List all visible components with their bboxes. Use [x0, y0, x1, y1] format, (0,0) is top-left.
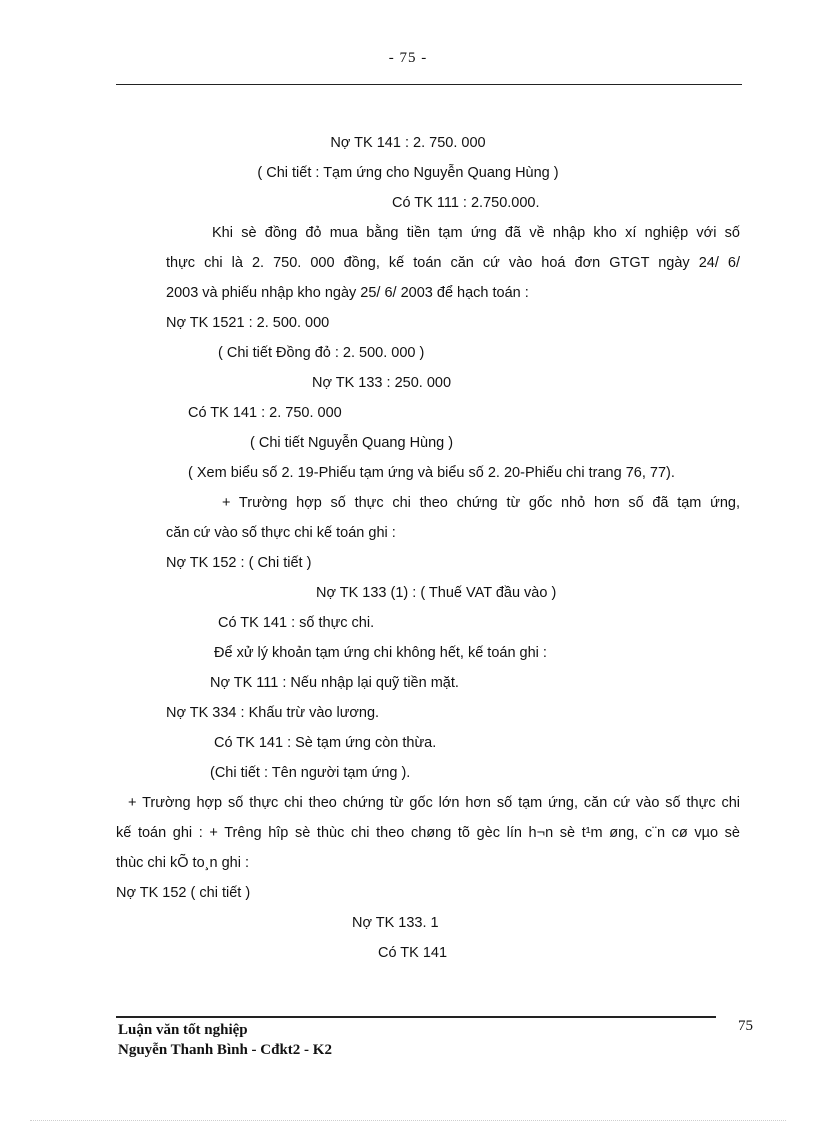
body-line: + Trường hợp số thực chi theo chứng từ gốc nhỏ hơn số đã tạm ứng, [222, 495, 740, 511]
body-line: + Trường hợp số thực chi theo chứng từ gốc lớn hơn số tạm ứng, căn cứ vào số thực chi [128, 795, 740, 811]
body-line: 2003 và phiếu nhập kho ngày 25/ 6/ 2003 để hạch toán : [166, 285, 529, 301]
footer-author: Nguyễn Thanh Bình - Cđkt2 - K2 [118, 1042, 332, 1058]
body-line: Nợ TK 152 : ( Chi tiết ) [166, 555, 312, 571]
page-bottom-edge [30, 1120, 786, 1121]
body-line: ( Chi tiết Nguyễn Quang Hùng ) [250, 435, 454, 451]
body-line: Để xử lý khoản tạm ứng chi không hết, kế toán ghi : [214, 645, 547, 661]
body-line: thùc chi kÕ to¸n ghi : [116, 855, 249, 871]
body-line: Có TK 141 : Sè tạm ứng còn thừa. [214, 735, 437, 751]
page-number-top: - 75 - [388, 50, 428, 66]
body-line: thực chi là 2. 750. 000 đồng, kế toán căn cứ vào hoá đơn GTGT ngày 24/ 6/ [166, 255, 740, 271]
body-line: Nợ TK 133. 1 [352, 915, 439, 931]
body-line: Nợ TK 133 : 250. 000 [312, 375, 452, 391]
body-line: Nợ TK 141 : 2. 750. 000 [330, 135, 486, 151]
footer-divider [116, 1016, 716, 1018]
body-line: ( Chi tiết Đồng đỏ : 2. 500. 000 ) [218, 345, 425, 361]
body-line: Có TK 111 : 2.750.000. [392, 195, 540, 211]
body-line: ( Chi tiết : Tạm ứng cho Nguyễn Quang Hùng ) [257, 165, 559, 181]
body-line: Khi sè đồng đỏ mua bằng tiền tạm ứng đã về nhập kho xí nghiệp với số [212, 225, 740, 241]
body-line: căn cứ vào số thực chi kế toán ghi : [166, 525, 396, 541]
footer-page-number: 75 [738, 1018, 753, 1034]
body-line: Nợ TK 133 (1) : ( Thuế VAT đầu vào ) [316, 585, 557, 601]
body-line: (Chi tiết : Tên người tạm ứng ). [210, 765, 411, 781]
body-line: kế toán ghi : + Trêng hîp sè thùc chi theo chøng tõ gèc lín h¬n sè t¹m øng, c¨n cø vµo sè [116, 825, 740, 841]
header-divider [116, 84, 742, 85]
body-line: Nợ TK 111 : Nếu nhập lại quỹ tiền mặt. [210, 675, 459, 691]
body-line: Có TK 141 [378, 945, 448, 961]
body-line: Có TK 141 : số thực chi. [218, 615, 375, 631]
body-line: Nợ TK 1521 : 2. 500. 000 [166, 315, 330, 331]
body-line: ( Xem biểu số 2. 19-Phiếu tạm ứng và biểu số 2. 20-Phiếu chi trang 76, 77). [188, 465, 675, 481]
body-line: Có TK 141 : 2. 750. 000 [188, 405, 342, 421]
body-line: Nợ TK 334 : Khấu trừ vào lương. [166, 705, 380, 721]
body-line: Nợ TK 152 ( chi tiết ) [116, 885, 251, 901]
footer-title: Luận văn tốt nghiệp [118, 1022, 248, 1038]
